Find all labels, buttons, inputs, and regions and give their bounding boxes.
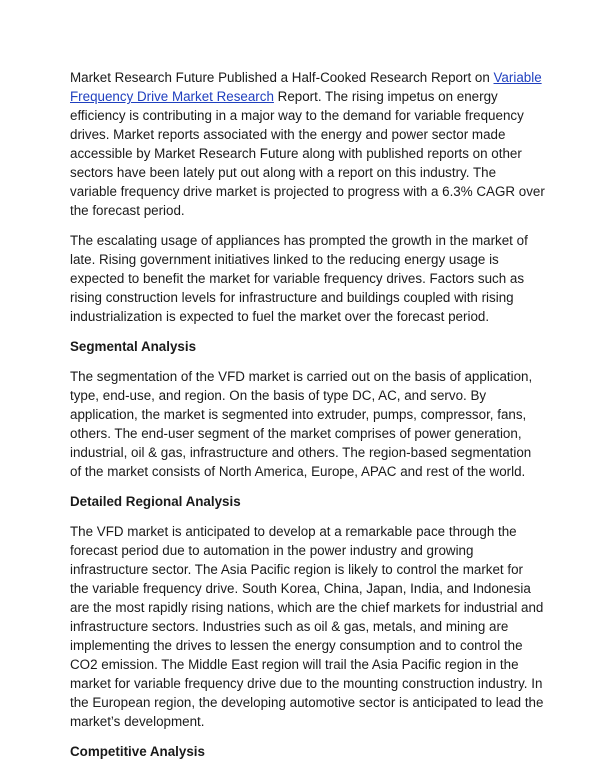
regional-analysis-heading: Detailed Regional Analysis xyxy=(70,494,241,509)
competitive-analysis-heading: Competitive Analysis xyxy=(70,744,205,759)
report-link[interactable]: Variable Frequency Drive Market Research xyxy=(70,70,542,104)
document-page xyxy=(70,68,545,772)
segmental-analysis-paragraph: The segmentation of the VFD market is carried out on the basis of application, type, end-use, and region. On the basis of type DC, AC, and servo. By application, the market is segmented into extruder, pumps, compressor, fans, others. The end-user segment of the market comprises of power generation, industrial, oil & gas, infrastructure and others. The region-based segmentation of the market consists of North America, Europe, APAC and rest of the world. xyxy=(70,369,533,479)
intro-text-before-link: Market Research Future Published a Half-Cooked Research Report on xyxy=(70,70,494,85)
market-drivers-paragraph: The escalating usage of appliances has prompted the growth in the market of late. Rising government initiatives linked to the reducing energy usage is expected to benefit the market for variable frequency drives. Factors such as rising construction levels for infrastructure and buildings coupled with rising industrialization is expected to fuel the market over the forecast period. xyxy=(70,233,528,324)
intro-text-after-link: Report. The rising impetus on energy efficiency is contributing in a major way to the demand for variable frequency drives. Market reports associated with the energy and power sector made accessible by Market Research Future along with published reports on other sectors have been lately put out along with a report on this industry. The variable frequency drive market is projected to progress with a 6.3% CAGR over the forecast period. xyxy=(70,89,545,218)
intro-paragraph xyxy=(70,68,545,220)
regional-analysis-paragraph: The VFD market is anticipated to develop at a remarkable pace through the forecast period due to automation in the power industry and growing infrastructure sector. The Asia Pacific region is likely to control the market for the variable frequency drive. South Korea, China, Japan, India, and Indonesia are the most rapidly rising nations, which are the chief markets for industrial and infrastructure sectors. Industries such as oil & gas, metals, and mining are implementing the drives to lessen the energy consumption and to control the CO2 emission. The Middle East region will trail the Asia Pacific region in the market for variable frequency drive due to the mounting construction industry. In the European region, the developing automotive sector is anticipated to lead the market’s development. xyxy=(70,524,544,729)
segmental-analysis-heading: Segmental Analysis xyxy=(70,339,197,354)
